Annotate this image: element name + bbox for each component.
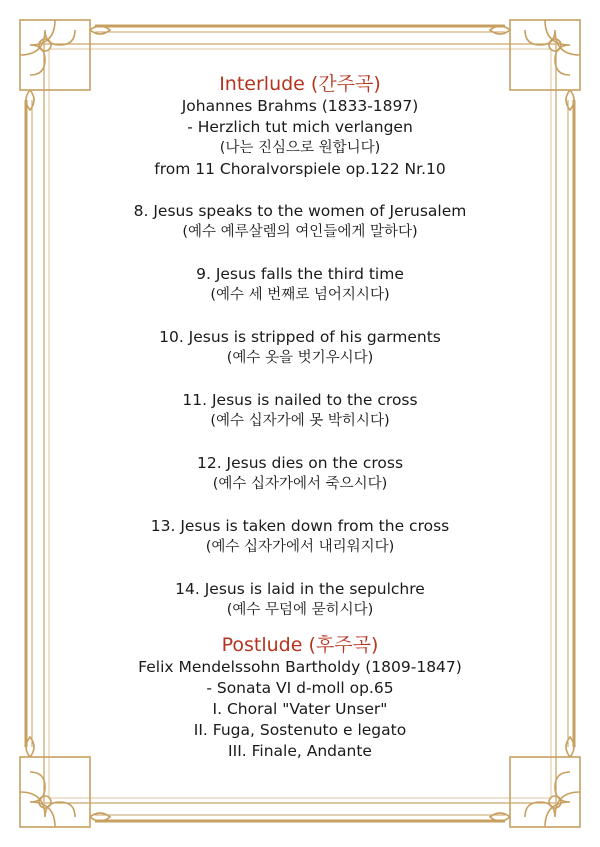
station-korean: (예수 십자가에서 내리워지다) — [205, 539, 395, 555]
postlude-movement: III. Finale, Andante — [228, 742, 372, 760]
station-korean: (예수 무덤에 묻히시다) — [226, 602, 374, 618]
station-10 — [70, 327, 530, 369]
station-title: 13. Jesus is taken down from the cross — [150, 517, 450, 535]
station-korean: (예수 예루살렘의 여인들에게 말하다) — [182, 224, 418, 240]
postlude-movement: I. Choral "Vater Unser" — [212, 700, 388, 718]
station-title: 8. Jesus speaks to the women of Jerusalem — [133, 202, 467, 220]
station-korean: (예수 십자가에 못 박히시다) — [210, 413, 390, 429]
postlude-heading: Postlude (후주곡) — [221, 634, 379, 656]
postlude-piece: - Sonata VI d-moll op.65 — [206, 679, 394, 697]
postlude-movement: II. Fuga, Sostenuto e legato — [193, 721, 407, 739]
station-title: 14. Jesus is laid in the sepulchre — [175, 580, 425, 598]
program-content — [70, 72, 530, 762]
station-title: 10. Jesus is stripped of his garments — [159, 328, 441, 346]
station-korean: (예수 십자가에서 죽으시다) — [212, 476, 388, 492]
postlude-section — [70, 633, 530, 762]
interlude-source: from 11 Choralvorspiele op.122 Nr.10 — [154, 160, 446, 178]
interlude-piece: - Herzlich tut mich verlangen — [187, 118, 413, 136]
station-9 — [70, 264, 530, 306]
interlude-piece-korean: (나는 진심으로 원합니다) — [219, 140, 381, 156]
station-11 — [70, 390, 530, 432]
station-title: 11. Jesus is nailed to the cross — [182, 391, 418, 409]
station-title: 9. Jesus falls the third time — [196, 265, 404, 283]
station-korean: (예수 옷을 벗기우시다) — [226, 350, 374, 366]
interlude-section — [70, 72, 530, 180]
station-8 — [70, 201, 530, 243]
station-14 — [70, 579, 530, 621]
station-korean: (예수 세 번째로 넘어지시다) — [210, 287, 390, 303]
interlude-heading: Interlude (간주곡) — [219, 73, 381, 95]
station-title: 12. Jesus dies on the cross — [196, 454, 404, 472]
station-13 — [70, 516, 530, 558]
postlude-composer: Felix Mendelssohn Bartholdy (1809-1847) — [138, 658, 462, 676]
interlude-composer: Johannes Brahms (1833-1897) — [181, 97, 419, 115]
station-12 — [70, 453, 530, 495]
